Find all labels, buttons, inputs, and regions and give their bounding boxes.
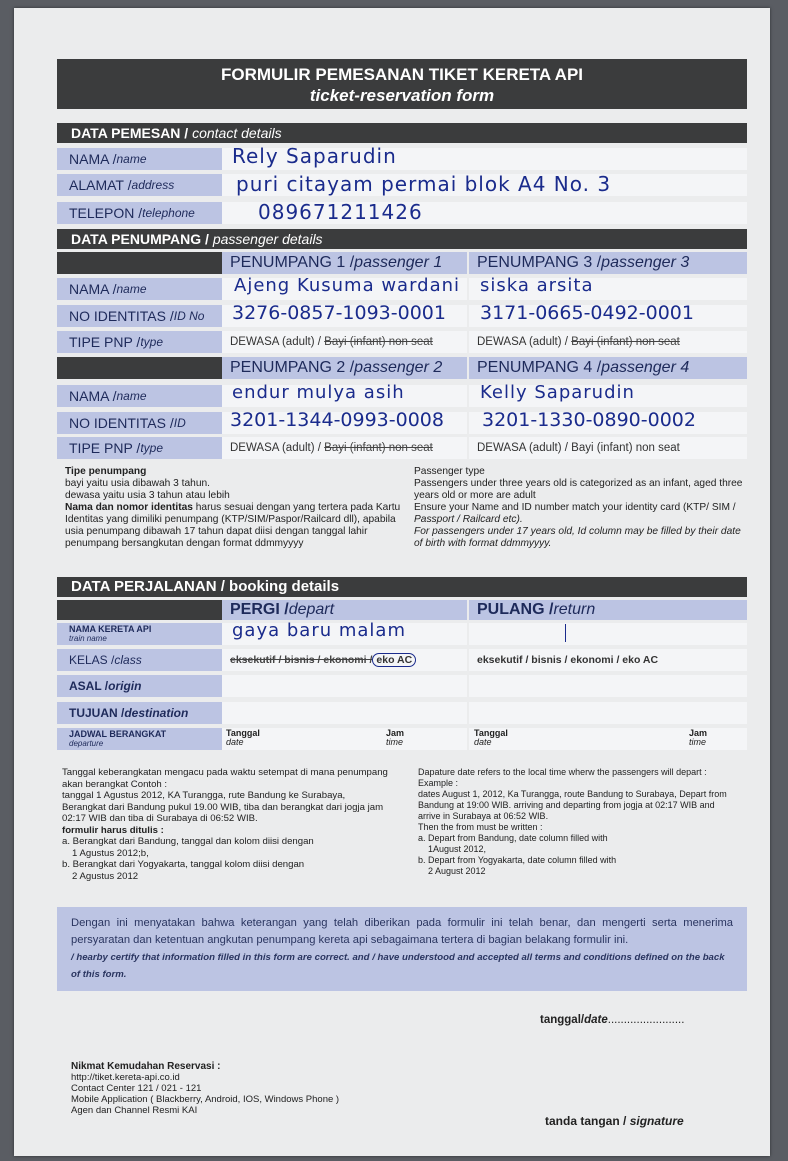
contact-name-value: Rely Saparudin [232, 144, 397, 168]
passenger1-name-value: Ajeng Kusuma wardani [234, 275, 461, 296]
eko-ac-circled: eko AC [372, 653, 416, 667]
reservation-form [14, 8, 770, 1156]
depart-date-label: Tanggal date [226, 728, 260, 747]
contact-address-value: puri citayam permai blok A4 No. 3 [236, 172, 612, 196]
contact-phone-value: 089671211426 [258, 200, 423, 224]
return-train-mark [565, 624, 566, 642]
passenger3-id-value: 3171-0665-0492-0001 [480, 302, 694, 324]
booking-section-header: DATA PERJALANAN / booking details [57, 577, 747, 597]
depart-train-value: gaya baru malam [232, 620, 406, 641]
date-signature-line[interactable]: tanggal/date........................ [540, 1014, 685, 1026]
declaration-en: / hearby certify that information filled in this form are correct. and / have understood and accepted all terms and conditions defined on the back of this form. [71, 952, 725, 980]
return-class-options[interactable]: eksekutif / bisnis / ekonomi / eko AC [469, 649, 747, 671]
return-destination-field[interactable] [469, 702, 747, 724]
form-header [57, 59, 747, 109]
depart-header: PERGI / depart [222, 600, 467, 620]
depart-class-options[interactable]: eksekutif / bisnis / ekonomi / eko AC [222, 649, 467, 671]
passenger-section-header: DATA PENUMPANG / passenger details [57, 229, 747, 249]
declaration-box [57, 907, 747, 991]
return-header: PULANG / return [469, 600, 747, 620]
passenger1-type[interactable]: DEWASA (adult) / Bayi (infant) non seat [222, 331, 467, 353]
passenger2-name-value: endur mulya asih [232, 382, 405, 403]
passenger3-header: PENUMPANG 3 / passenger 3 [469, 252, 747, 274]
passenger-type-notes-id: Tipe penumpang bayi yaitu usia dibawah 3 tahun. dewasa yaitu usia 3 tahun atau lebih Nama dan nomor identitas harus sesuai dengan yang tertera pada Kartu Identitas yang dimiliki penumpang (KTP/SIM/Paspor/Railcard dll), apabila usia penumpang dibawah 17 tahun dapat diisi dengan tanggal lahir penumpang bersangkutan dengan format ddmmyyyy [65, 466, 401, 549]
passenger-type-label-1: TIPE PNP / type [57, 331, 222, 353]
train-name-label: NAMA KERETA API train name [57, 623, 222, 645]
contact-name-label: NAMA / name [57, 148, 222, 170]
depart-origin-field[interactable] [222, 675, 467, 697]
passenger-name-label-1: NAMA / name [57, 278, 222, 300]
declaration-id: Dengan ini menyatakan bahwa keterangan yang telah diberikan pada formulir ini telah benar, dan mengerti serta menerima persyaratan dan ketentuan angkutan penumpang kereta api sebagaimana tertera di bagian belakang formulir ini. [71, 917, 733, 946]
origin-label: ASAL / origin [57, 675, 222, 697]
passenger2-type[interactable]: DEWASA (adult) / Bayi (infant) non seat [222, 437, 467, 459]
passenger-name-label-2: NAMA / name [57, 385, 222, 407]
passenger4-type[interactable]: DEWASA (adult) / Bayi (infant) non seat [469, 437, 747, 459]
form-subtitle: ticket-reservation form [309, 86, 495, 105]
signature-label: tanda tangan / signature [545, 1114, 684, 1128]
passenger2-id-value: 3201-1344-0993-0008 [230, 409, 444, 431]
contact-address-label: ALAMAT / address [57, 174, 222, 196]
passenger1-id-value: 3276-0857-1093-0001 [232, 302, 446, 324]
contact-section-header: DATA PEMESAN / contact details [57, 123, 747, 143]
return-date-label: Tanggal date [474, 728, 508, 747]
passenger3-name-value: siska arsita [480, 275, 594, 296]
passenger-type-label-2: TIPE PNP / type [57, 437, 222, 459]
passenger1-header: PENUMPANG 1 / passenger 1 [222, 252, 467, 274]
destination-label: TUJUAN / destination [57, 702, 222, 724]
reservation-info: Nikmat Kemudahan Reservasi : http://tiket.kereta-api.co.id Contact Center 121 / 021 - 121 Mobile Application ( Blackberry, Android, IOS, Windows Phone ) Agen dan Channel Resmi KAI [71, 1061, 340, 1116]
time-notes-id: Tanggal keberangkatan mengacu pada waktu setempat di mana penumpang akan berangkat Contoh : tanggal 1 Agustus 2012, KA Turangga, rute Bandung ke Surabaya, Berangkat dari Bandung pukul 19.00 WIB, tiba dan berangkat dari jogja jam 02:17 WIB dan tiba di Surabaya di 06:52 WIB. formulir harus ditulis : a. Berangkat dari Bandung, tanggal dan kolom diisi dengan 1 Agustus 2012;b, b. Berangkat dari Yogyakarta, tanggal kolom diisi dengan 2 Agustus 2012 [62, 767, 388, 882]
passenger-type-notes-en: Passenger type Passengers under three years old is categorized as an infant, aged three years old or more are adult Ensure your Name and ID number match your identity card (KTP/ SIM / Passport / Railcard etc). For passengers under 17 years old, Id column may be filled by their date of birth with format ddmmyyyy. [414, 466, 743, 549]
class-label: KELAS / class [57, 649, 222, 671]
return-train-field[interactable] [469, 623, 747, 645]
booking-corner [57, 600, 222, 620]
depart-time-label: Jam time [386, 728, 405, 747]
passenger2-header: PENUMPANG 2 / passenger 2 [222, 357, 467, 379]
return-time-label: Jam time [689, 728, 708, 747]
time-notes-en: Dapature date refers to the local time wherw the passengers will depart : Example : dates August 1, 2012, Ka Turangga, route Bandung to Surabaya, Depart from Bandung at 19:00 WIB. arriving and departing from jogja at 02:17 WIB and arrive in Surabaya at 06:52 WIB. Then the from must be written : a. Depart from Bandung, date column filled with 1August 2012, b. Depart from Yogyakarta, date column filled with 2 August 2012 [418, 767, 727, 876]
passenger4-header: PENUMPANG 4 / passenger 4 [469, 357, 747, 379]
passenger4-name-value: Kelly Saparudin [480, 382, 635, 403]
passenger4-id-value: 3201-1330-0890-0002 [482, 409, 696, 431]
schedule-label: JADWAL BERANGKAT departure [57, 728, 222, 750]
passenger-id-label-2: NO IDENTITAS / ID [57, 412, 222, 434]
passenger-id-label-1: NO IDENTITAS / ID No [57, 305, 222, 327]
depart-destination-field[interactable] [222, 702, 467, 724]
form-title: FORMULIR PEMESANAN TIKET KERETA API [220, 65, 584, 84]
passenger-block1-corner [57, 252, 222, 274]
passenger-block2-corner [57, 357, 222, 379]
contact-phone-label: TELEPON / telephone [57, 202, 222, 224]
passenger3-type[interactable]: DEWASA (adult) / Bayi (infant) non seat [469, 331, 747, 353]
return-origin-field[interactable] [469, 675, 747, 697]
